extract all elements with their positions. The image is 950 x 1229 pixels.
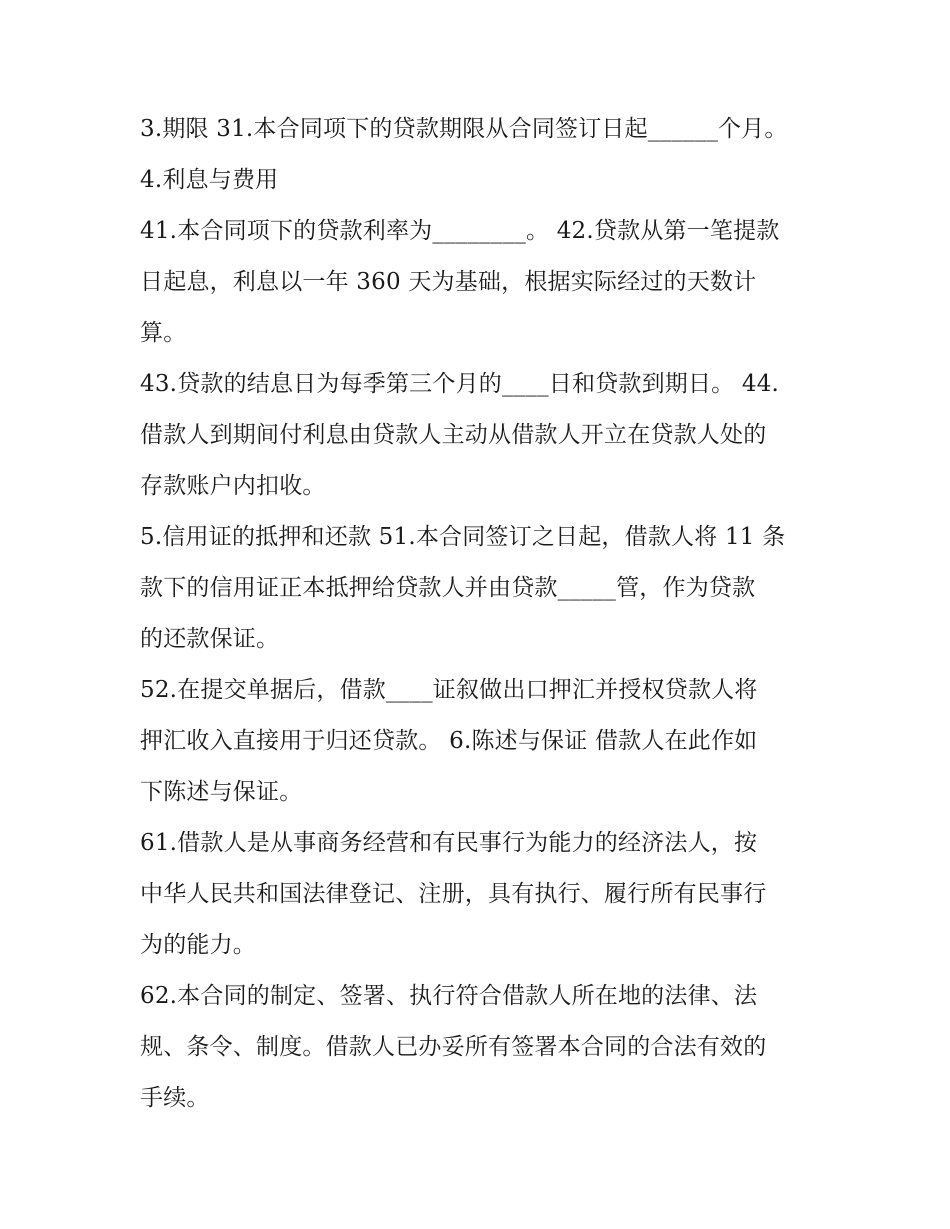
text-line: 52.在提交单据后，借款____证叙做出口押汇并授权贷款人将 bbox=[140, 677, 758, 703]
text-line: 41.本合同项下的贷款利率为________。 42.贷款从第一笔提款 bbox=[140, 218, 780, 244]
text-line: 借款人到期间付利息由贷款人主动从借款人开立在贷款人处的 bbox=[140, 422, 767, 448]
text-line: 的还款保证。 bbox=[140, 626, 280, 652]
text-line: 61.借款人是从事商务经营和有民事行为能力的经济法人，按 bbox=[140, 830, 758, 856]
text-line: 下陈述与保证。 bbox=[140, 779, 303, 805]
text-line: 5.信用证的抵押和还款 51.本合同签订之日起，借款人将 11 条 bbox=[140, 524, 786, 550]
text-line: 算。 bbox=[140, 320, 187, 346]
text-line: 中华人民共和国法律登记、注册，具有执行、履行所有民事行 bbox=[140, 881, 767, 907]
text-line: 存款账户内扣收。 bbox=[140, 473, 326, 499]
text-line: 规、条令、制度。借款人已办妥所有签署本合同的合法有效的 bbox=[140, 1034, 767, 1060]
text-line: 3.期限 31.本合同项下的贷款期限从合同签订日起______个月。 bbox=[140, 116, 788, 142]
text-line: 43.贷款的结息日为每季第三个月的____日和贷款到期日。 44. bbox=[140, 371, 780, 397]
text-line: 62.本合同的制定、签署、执行符合借款人所在地的法律、法 bbox=[140, 983, 758, 1009]
text-line: 日起息，利息以一年 360 天为基础，根据实际经过的天数计 bbox=[140, 269, 757, 295]
text-line: 押汇收入直接用于归还贷款。 6.陈述与保证 借款人在此作如 bbox=[140, 728, 758, 754]
section-heading: 4.利息与费用 bbox=[140, 167, 279, 193]
text-line: 款下的信用证正本抵押给贷款人并由贷款_____管，作为贷款 bbox=[140, 575, 756, 601]
text-line: 手续。 bbox=[140, 1085, 210, 1111]
text-line: 为的能力。 bbox=[140, 932, 256, 958]
document-page bbox=[140, 104, 820, 1124]
